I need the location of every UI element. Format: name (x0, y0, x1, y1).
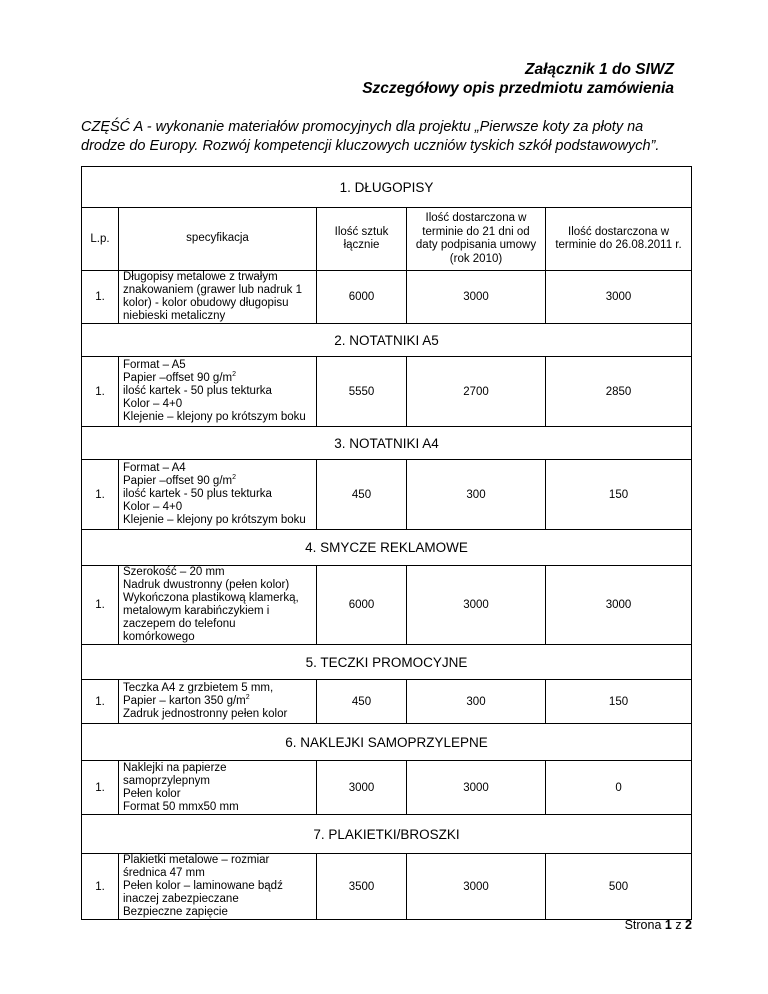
row-qty-2010: 300 (407, 460, 546, 530)
section-title: 6. NAKLEJKI SAMOPRZYLEPNE (82, 724, 692, 761)
attachment-title: Załącznik 1 do SIWZ (525, 61, 674, 78)
row-specification: Plakietki metalowe – rozmiar średnica 47 mm Pełen kolor – laminowane bądź inaczej zabezpieczane Bezpieczne zapięcie (119, 854, 317, 920)
page-footer: Strona 1 z 2 (624, 918, 692, 932)
row-qty-2011: 3000 (546, 271, 692, 324)
table-row (82, 357, 692, 427)
row-number: 1. (82, 680, 119, 724)
row-number: 1. (82, 357, 119, 427)
row-specification: Format – A5 Papier –offset 90 $g/m^2$ ilość kartek - 50 plus tekturka Kolor – 4+0 Klejenie – klejony po krótszym boku (119, 357, 317, 427)
section-title: 1. DŁUGOPISY (82, 167, 692, 208)
table-row (82, 761, 692, 815)
row-number: 1. (82, 854, 119, 920)
row-qty-total: 3500 (317, 854, 407, 920)
row-qty-2010: 300 (407, 680, 546, 724)
row-qty-total: 450 (317, 460, 407, 530)
section-title: 3. NOTATNIKI A4 (82, 427, 692, 460)
section-title: 2. NOTATNIKI A5 (82, 324, 692, 357)
page-total: 2 (685, 918, 692, 932)
column-header-spec: specyfikacja (119, 208, 317, 271)
row-number: 1. (82, 761, 119, 815)
row-specification: Naklejki na papierze samoprzylepnym Pełen kolor Format 50 mmx50 mm (119, 761, 317, 815)
column-header-lp: L.p. (82, 208, 119, 271)
column-header-row (82, 208, 692, 271)
row-qty-2011: 2850 (546, 357, 692, 427)
row-specification: Długopisy metalowe z trwałym znakowaniem (grawer lub nadruk 1 kolor) - kolor obudowy długopisu niebieski metaliczny (119, 271, 317, 324)
row-specification: Teczka A4 z grzbietem 5 mm, Papier – karton 350 $g/m^2$ Zadruk jednostronny pełen kolor (119, 680, 317, 724)
section-title: 5. TECZKI PROMOCYJNE (82, 645, 692, 680)
row-qty-2011: 150 (546, 460, 692, 530)
column-header-qty-total: Ilość sztuk łącznie (317, 208, 407, 271)
row-number: 1. (82, 566, 119, 645)
row-qty-2011: 0 (546, 761, 692, 815)
table-row (82, 460, 692, 530)
row-qty-total: 450 (317, 680, 407, 724)
row-number: 1. (82, 460, 119, 530)
row-qty-2010: 3000 (407, 271, 546, 324)
row-qty-2011: 500 (546, 854, 692, 920)
row-specification: Format – A4 Papier –offset 90 $g/m^2$ ilość kartek - 50 plus tekturka Kolor – 4+0 Klejenie – klejony po krótszym boku (119, 460, 317, 530)
row-number: 1. (82, 271, 119, 324)
row-qty-2011: 150 (546, 680, 692, 724)
page-number: 1 (664, 918, 672, 932)
row-qty-2010: 3000 (407, 761, 546, 815)
table-row (82, 854, 692, 920)
section-title: 4. SMYCZE REKLAMOWE (82, 530, 692, 566)
row-specification: Szerokość – 20 mm Nadruk dwustronny (pełen kolor) Wykończona plastikową klamerką, metalowym karabińczykiem i zaczepem do telefonu komórkowego (119, 566, 317, 645)
row-qty-total: 6000 (317, 271, 407, 324)
document-header (362, 60, 674, 98)
column-header-qty-2010: Ilość dostarczona w terminie do 21 dni od daty podpisania umowy (rok 2010) (407, 208, 546, 271)
table-row (82, 566, 692, 645)
row-qty-2010: 2700 (407, 357, 546, 427)
table-row (82, 271, 692, 324)
row-qty-total: 3000 (317, 761, 407, 815)
section-title: 7. PLAKIETKI/BROSZKI (82, 815, 692, 854)
column-header-qty-2011: Ilość dostarczona w terminie do 26.08.2011 r. (546, 208, 692, 271)
specification-table (81, 166, 692, 920)
row-qty-2010: 3000 (407, 854, 546, 920)
row-qty-2010: 3000 (407, 566, 546, 645)
intro-paragraph: CZĘŚĆ A - wykonanie materiałów promocyjnych dla projektu „Pierwsze koty za płoty na drodze do Europy. Rozwój kompetencji kluczowych uczniów tyskich szkół podstawowych”. (81, 119, 660, 154)
row-qty-total: 5550 (317, 357, 407, 427)
row-qty-total: 6000 (317, 566, 407, 645)
row-qty-2011: 3000 (546, 566, 692, 645)
table-row (82, 680, 692, 724)
attachment-subtitle: Szczegółowy opis przedmiotu zamówienia (362, 80, 674, 97)
